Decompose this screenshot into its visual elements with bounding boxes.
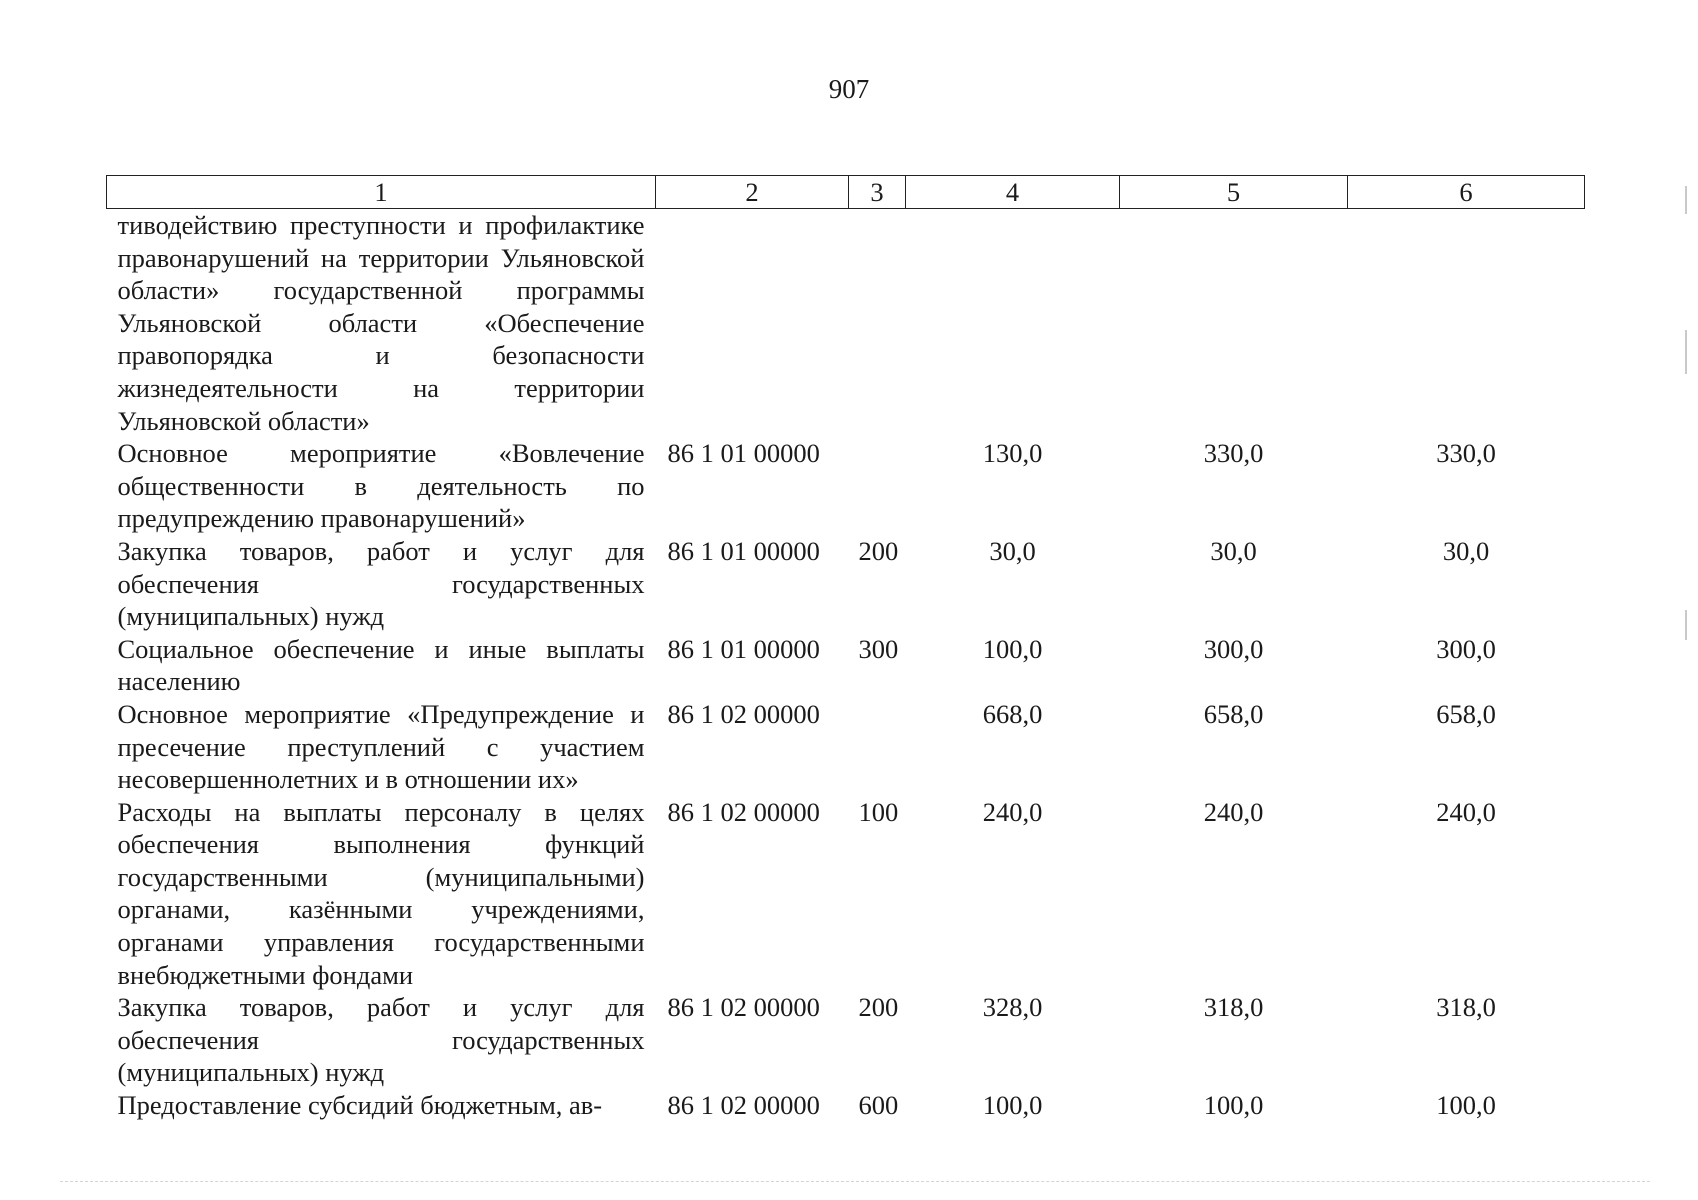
- amount-cell-4: 100,0: [982, 633, 1043, 664]
- amount-cell-5: 100,0: [1203, 1090, 1264, 1121]
- table-row: [107, 991, 1585, 1089]
- target-code-cell: 86 1 02 00000: [667, 796, 820, 827]
- amount-cell-6: 30,0: [1442, 535, 1490, 566]
- row-name-cell: Закупка товаров, работ и услуг для обеспечения государственных (муниципальных) нужд: [117, 535, 645, 632]
- budget-table: [106, 175, 1585, 1122]
- scan-edge-line: [60, 1181, 1650, 1182]
- table-row: [107, 209, 1585, 438]
- amount-cell-4: 100,0: [982, 1090, 1043, 1121]
- table-row: [107, 535, 1585, 633]
- column-header: 4: [906, 176, 1120, 209]
- target-code-cell: 86 1 01 00000: [667, 633, 820, 664]
- scan-edge-mark: [1685, 330, 1687, 374]
- expense-type-cell: [849, 209, 906, 438]
- scan-edge-mark: [1685, 610, 1687, 640]
- amount-cell-5: 240,0: [1203, 796, 1264, 827]
- amount-cell-5: 300,0: [1203, 633, 1264, 664]
- amount-cell-5: 658,0: [1203, 698, 1264, 729]
- page-number: 907: [828, 74, 870, 104]
- column-header: 6: [1348, 176, 1585, 209]
- table-row: [107, 437, 1585, 535]
- amount-cell-6: 318,0: [1436, 992, 1496, 1023]
- target-code-cell: 86 1 01 00000: [667, 535, 820, 566]
- amount-cell-6: [1348, 209, 1585, 438]
- target-code-cell: 86 1 01 00000: [667, 438, 820, 469]
- amount-cell-4: 668,0: [982, 698, 1043, 729]
- row-name-cell: Социальное обеспечение и иные выплаты населению: [117, 633, 645, 697]
- amount-cell-5: 330,0: [1203, 438, 1264, 469]
- amount-cell-6: 330,0: [1436, 438, 1496, 469]
- target-code-cell: 86 1 02 00000: [667, 992, 820, 1023]
- row-name-cell: Основное мероприятие «Предупреждение и пресечение преступлений с участием несовершеннолетних и в отношении их»: [117, 698, 645, 795]
- expense-type-cell: 100: [858, 796, 899, 827]
- amount-cell-6: 240,0: [1436, 796, 1496, 827]
- amount-cell-5: [1120, 209, 1348, 438]
- table-row: [107, 796, 1585, 992]
- expense-type-cell: 200: [858, 992, 899, 1023]
- column-header: 1: [107, 176, 656, 209]
- expense-type-cell: 200: [858, 535, 899, 566]
- amount-cell-5: 30,0: [1210, 535, 1257, 566]
- column-header: 5: [1120, 176, 1348, 209]
- target-code-cell: [656, 209, 849, 438]
- column-header: 3: [849, 176, 906, 209]
- expense-type-cell: 600: [858, 1090, 899, 1121]
- expense-type-cell: 300: [858, 633, 899, 664]
- row-name-cell: Предоставление субсидий бюджетным, ав-: [117, 1090, 603, 1121]
- scan-edge-mark: [1685, 186, 1687, 214]
- row-name-cell: Расходы на выплаты персоналу в целях обеспечения выполнения функций государственными (муниципальными) органами, казёнными учреждениями, органами управления государственными внебюджетными фондами: [117, 796, 645, 990]
- table-header-row: [107, 176, 1585, 209]
- amount-cell-6: 300,0: [1436, 633, 1496, 664]
- amount-cell-6: 658,0: [1436, 698, 1496, 729]
- expense-type-cell: [849, 437, 906, 535]
- amount-cell-5: 318,0: [1203, 992, 1264, 1023]
- amount-cell-4: [906, 209, 1120, 438]
- table-row: [107, 633, 1585, 698]
- row-name-cell: Основное мероприятие «Вовлечение общественности в деятельность по предупреждению правонарушений»: [117, 438, 645, 534]
- amount-cell-4: 130,0: [982, 438, 1043, 469]
- amount-cell-6: 100,0: [1436, 1090, 1496, 1121]
- row-name-cell: Закупка товаров, работ и услуг для обеспечения государственных (муниципальных) нужд: [117, 992, 645, 1088]
- amount-cell-4: 30,0: [989, 535, 1036, 566]
- expense-type-cell: [849, 698, 906, 796]
- row-name-cell: тиводействию преступности и профилактике правонарушений на территории Ульяновской области» государственной программы Ульяновской области «Обеспечение правопорядка и безопасности жизнедеятельности на территории Ульяновской области»: [117, 210, 645, 436]
- target-code-cell: 86 1 02 00000: [667, 698, 820, 729]
- table-row: [107, 1089, 1585, 1122]
- target-code-cell: 86 1 02 00000: [667, 1090, 820, 1121]
- column-header: 2: [656, 176, 849, 209]
- amount-cell-4: 328,0: [982, 992, 1043, 1023]
- table-row: [107, 698, 1585, 796]
- amount-cell-4: 240,0: [982, 796, 1043, 827]
